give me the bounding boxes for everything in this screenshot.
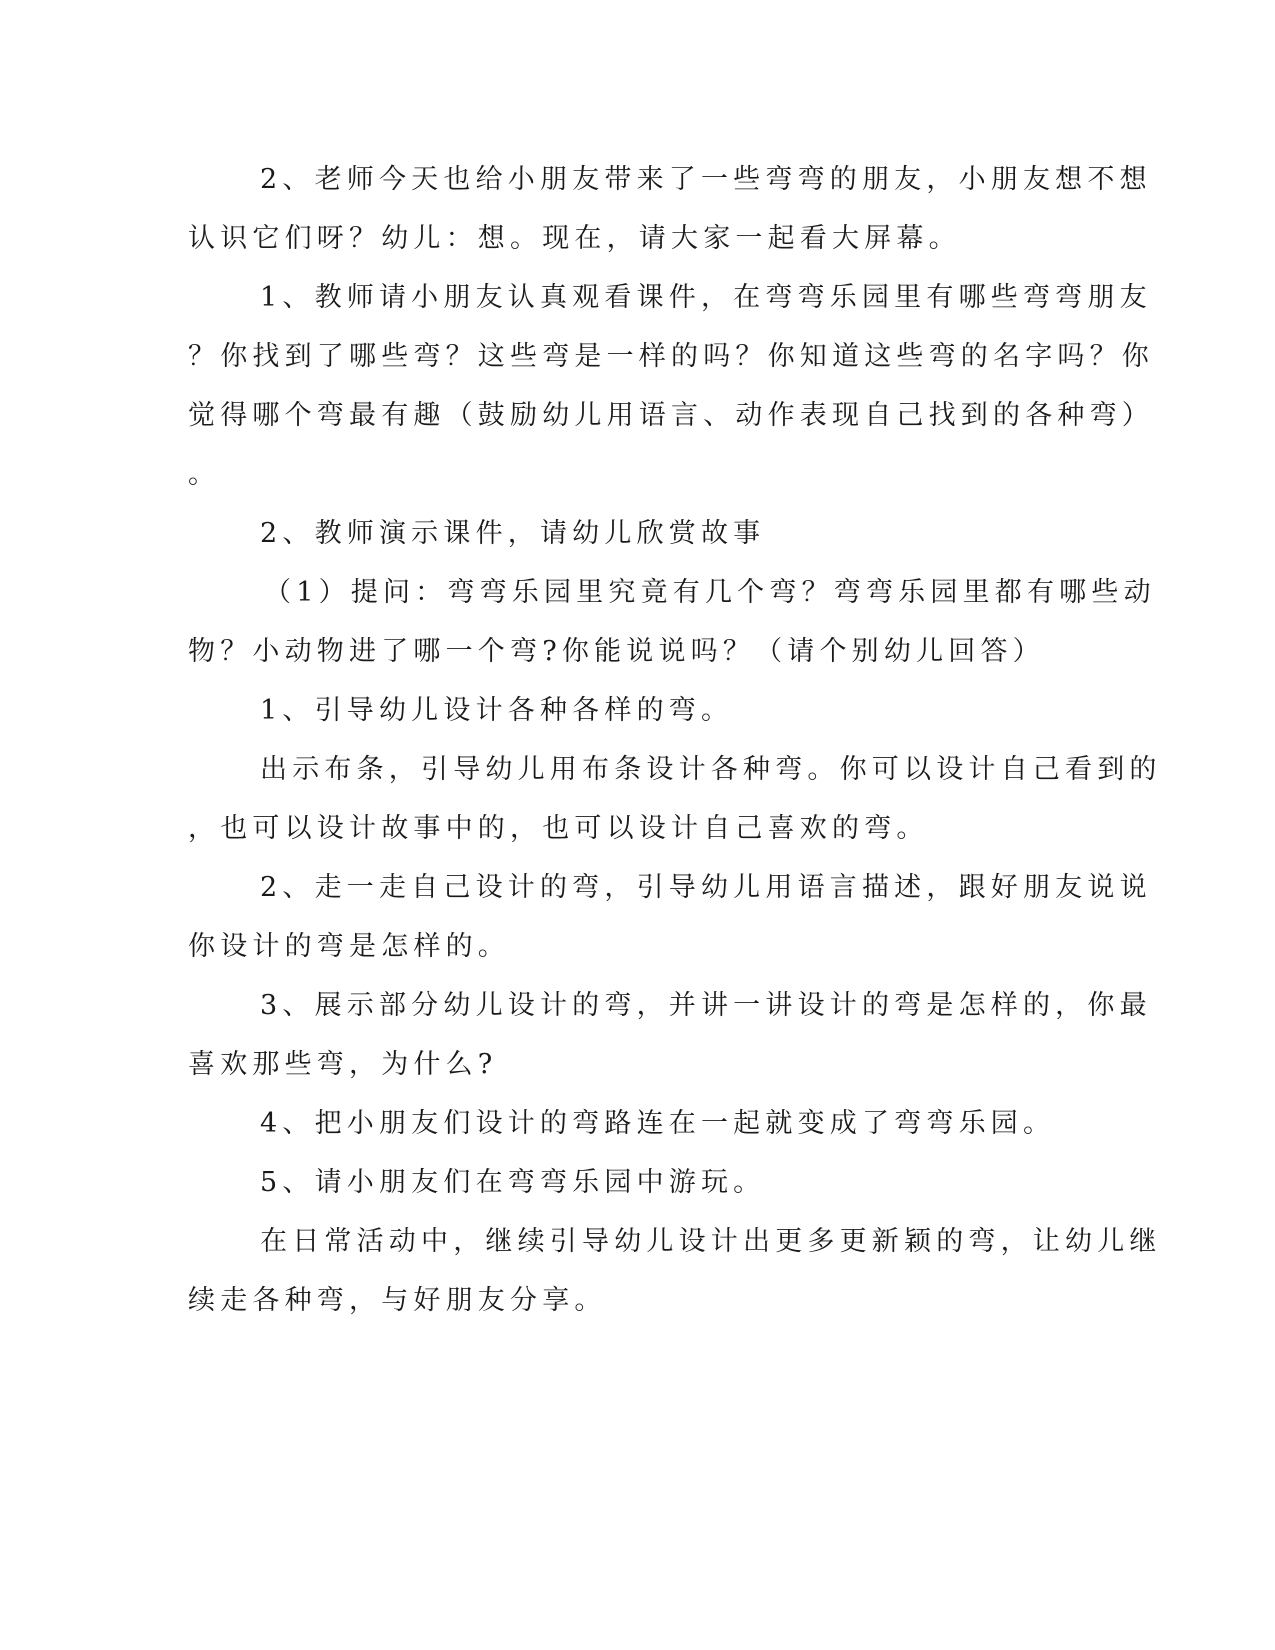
paragraph-line: 续走各种弯，与好朋友分享。 bbox=[188, 1285, 607, 1316]
paragraph-line: 认识它们呀？幼儿：想。现在，请大家一起看大屏幕。 bbox=[188, 223, 961, 254]
paragraph-line: ？你找到了哪些弯？这些弯是一样的吗？你知道这些弯的名字吗？你 bbox=[188, 341, 1154, 372]
paragraph-line: 觉得哪个弯最有趣（鼓励幼儿用语言、动作表现自己找到的各种弯） bbox=[188, 400, 1154, 431]
paragraph-line: 出示布条，引导幼儿用布条设计各种弯。你可以设计自己看到的 bbox=[260, 754, 1162, 785]
paragraph-line: 2、教师演示课件，请幼儿欣赏故事 bbox=[260, 518, 766, 549]
paragraph-line: 5、请小朋友们在弯弯乐园中游玩。 bbox=[260, 1167, 766, 1198]
paragraph-line: 物？小动物进了哪一个弯?你能说说吗？（请个别幼儿回答） bbox=[188, 636, 1045, 667]
paragraph-line: 在日常活动中，继续引导幼儿设计出更多更新颖的弯，让幼儿继 bbox=[260, 1226, 1162, 1257]
paragraph-line: 4、把小朋友们设计的弯路连在一起就变成了弯弯乐园。 bbox=[260, 1108, 1056, 1139]
paragraph-line: （1）提问：弯弯乐园里究竟有几个弯？弯弯乐园里都有哪些动 bbox=[264, 577, 1156, 608]
paragraph-line: 你设计的弯是怎样的。 bbox=[188, 931, 510, 962]
paragraph-line: 喜欢那些弯，为什么? bbox=[188, 1049, 498, 1080]
paragraph-line: 1、引导幼儿设计各种各样的弯。 bbox=[260, 695, 734, 726]
paragraph-line: 。 bbox=[188, 459, 221, 490]
paragraph-line: 2、走一走自己设计的弯，引导幼儿用语言描述，跟好朋友说说 bbox=[260, 872, 1152, 903]
paragraph-line: 3、展示部分幼儿设计的弯，并讲一讲设计的弯是怎样的，你最 bbox=[260, 990, 1152, 1021]
paragraph-line: ，也可以设计故事中的，也可以设计自己喜欢的弯。 bbox=[188, 813, 929, 844]
paragraph-line: 2、老师今天也给小朋友带来了一些弯弯的朋友，小朋友想不想 bbox=[260, 164, 1152, 195]
paragraph-line: 1、教师请小朋友认真观看课件，在弯弯乐园里有哪些弯弯朋友 bbox=[260, 282, 1152, 313]
